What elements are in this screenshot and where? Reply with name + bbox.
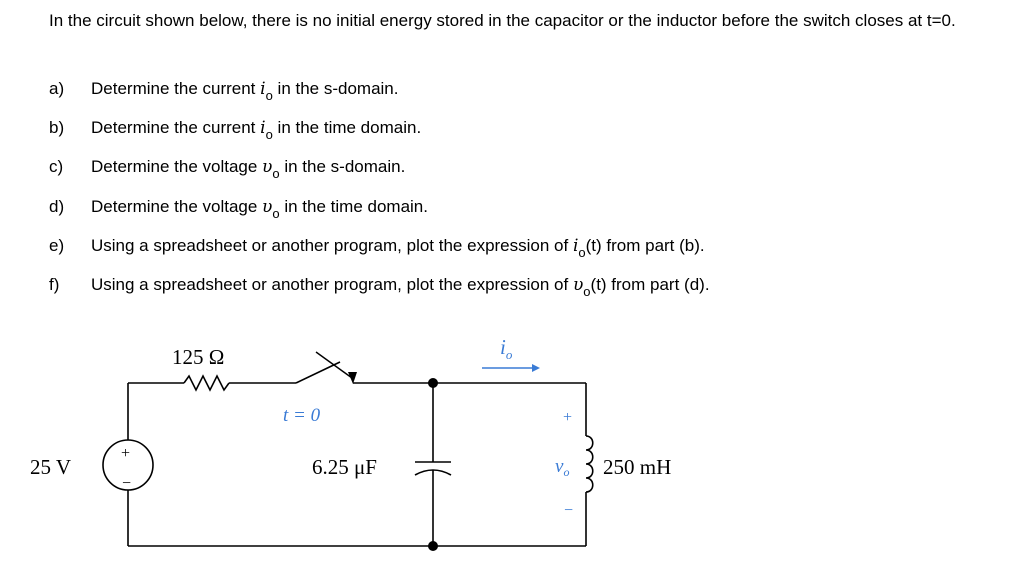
current-arrowhead [532,364,540,372]
source-plus-sign: + [121,445,131,462]
part-text-before: Determine the current [91,79,261,98]
resistor-label: 125 Ω [172,345,225,369]
circuit-wires [103,362,593,546]
current-label-base: i [500,335,506,359]
junction-dot-bottom [428,541,438,551]
part-text-before: Using a spreadsheet or another program, plot the expression of [91,235,573,255]
voltage-label [555,456,569,479]
voltage-symbol: υ [262,157,273,178]
voltage-plus-sign: + [563,409,573,426]
junction-dot-top [428,378,438,388]
current-symbol: i [260,118,266,139]
switch-time-label: t = 0 [283,405,321,426]
subscript: o [272,166,280,182]
part-text-after: in the s-domain. [279,157,406,177]
voltage-label-base: v [555,456,564,477]
part-letter: d) [49,196,65,216]
switch-arc [316,352,352,378]
subscript: o [583,283,591,299]
part-text-after: (t) from part (b). [585,235,705,255]
source-voltage-label: 25 V [30,455,72,479]
subscript: o [272,205,280,221]
part-text-before: Determine the current [91,118,261,138]
current-symbol: i [572,235,579,256]
subscript: o [265,127,273,143]
part-text-after: (t) from part (d). [590,274,710,294]
part-letter: e) [49,235,65,255]
source-minus-sign: − [122,475,132,492]
current-label-sub: o [505,347,513,362]
part-text-before: Determine the voltage [91,157,263,177]
voltage-symbol: υ [572,274,584,295]
capacitor-label: 6.25 μF [312,455,377,479]
voltage-symbol: υ [262,196,273,217]
voltage-label-sub: o [563,465,570,479]
subscript: o [265,88,273,103]
problem-intro: In the circuit shown below, there is no initial energy stored in the capacitor or the inductor before the switch closes at t=0. [49,11,956,30]
part-text-after: in the s-domain. [272,79,399,98]
current-label [500,335,513,362]
resistor-zigzag [184,376,229,390]
part-text-after: in the time domain. [272,118,422,138]
inductor-label: 250 mH [603,455,672,479]
voltage-minus-sign: − [564,502,574,519]
current-symbol: i [260,79,266,99]
part-letter: f) [49,274,60,294]
part-text-before: Using a spreadsheet or another program, plot the expression of [91,274,573,294]
inductor-coil [586,436,593,492]
part-letter: a) [49,79,65,98]
part-letter: c) [49,157,64,177]
subscript: o [578,244,586,260]
part-text-after: in the time domain. [279,196,428,216]
part-text-before: Determine the voltage [91,196,263,216]
part-letter: b) [49,118,65,138]
